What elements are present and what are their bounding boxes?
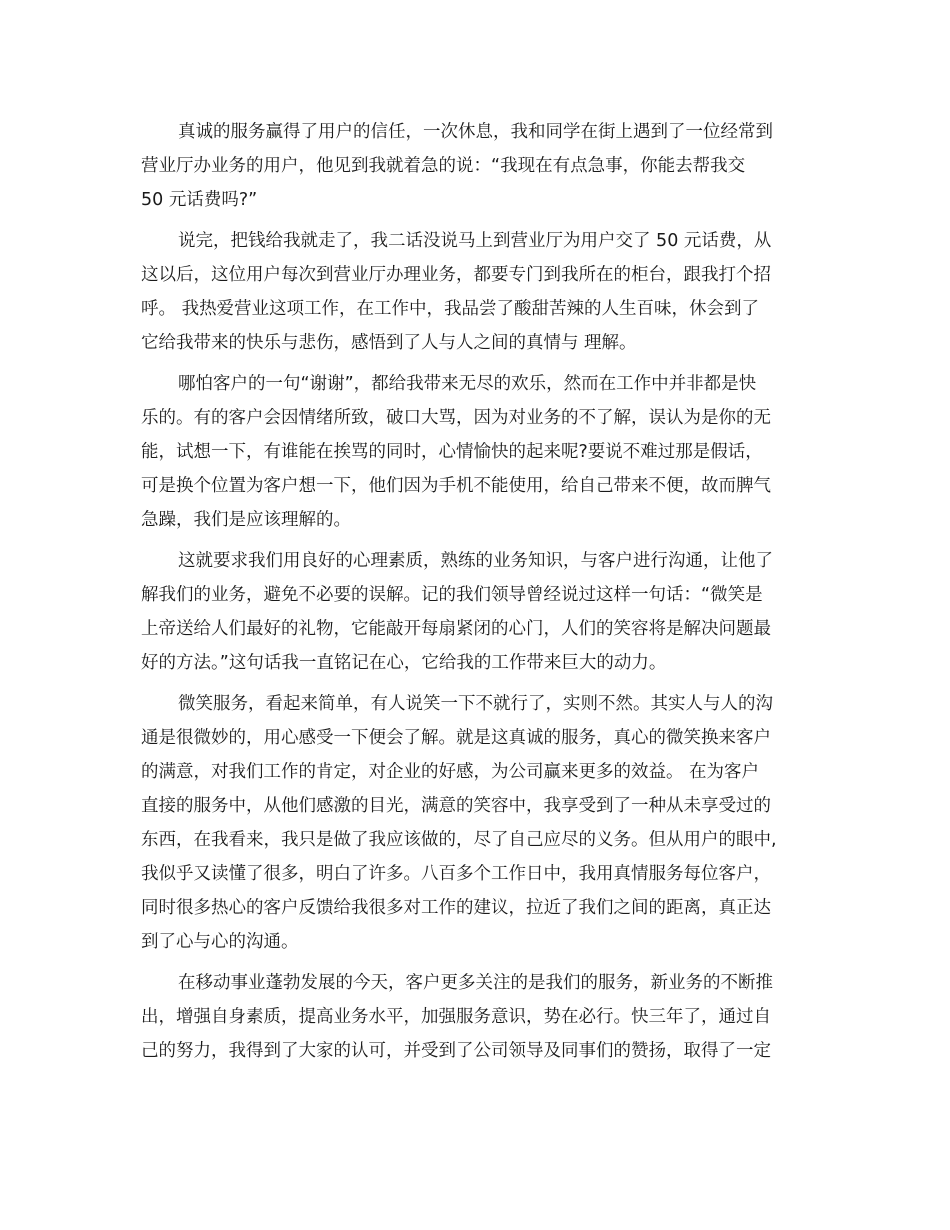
- text-line: 它给我带来的快乐与悲伤，感悟到了人与人之间的真情与 理解。: [141, 333, 637, 353]
- text-line: 急躁，我们是应该理解的。: [141, 510, 351, 530]
- text-line: 东西，在我看来，我只是做了我应该做的，尽了自己应尽的义务。但从用户的眼中,: [141, 830, 777, 850]
- text-line: 说完，把钱给我就走了，我二话没说马上到营业厅为用户交了 50 元话费，从: [178, 231, 772, 251]
- text-line: 出，增强自身素质，提高业务水平，加强服务意识，势在必行。快三年了，通过自: [141, 1007, 771, 1027]
- text-line: 我似乎又读懂了很多，明白了许多。八百多个工作日中，我用真情服务每位客户，: [141, 864, 771, 884]
- text-line: 己的努力，我得到了大家的认可，并受到了公司领导及同事们的赞扬，取得了一定: [141, 1041, 771, 1061]
- text-line: 微笑服务，看起来简单，有人说笑一下不就行了，实则不然。其实人与人的沟: [178, 694, 773, 714]
- text-line: 真诚的服务赢得了用户的信任，一次休息，我和同学在街上遇到了一位经常到: [178, 122, 773, 142]
- text-line: 在移动事业蓬勃发展的今天，客户更多关注的是我们的服务，新业务的不断推: [178, 973, 773, 993]
- text-line: 好的方法。”这句话我一直铭记在心，它给我的工作带来巨大的动力。: [141, 653, 667, 673]
- text-line: 呼。 我热爱营业这项工作，在工作中，我品尝了酸甜苦辣的人生百味，休会到了: [141, 299, 760, 319]
- text-line: 上帝送给人们最好的礼物，它能敲开每扇紧闭的心门，人们的笑容将是解决问题最: [141, 619, 771, 639]
- text-line: 解我们的业务，避免不必要的误解。记的我们领导曾经说过这样一句话：“微笑是: [141, 585, 763, 605]
- text-line: 乐的。有的客户会因情绪所致，破口大骂，因为对业务的不了解，误认为是你的无: [141, 408, 771, 428]
- text-line: 50 元话费吗?”: [141, 190, 258, 210]
- text-line: 到了心与心的沟通。: [141, 932, 299, 952]
- text-line: 哪怕客户的一句“谢谢”，都给我带来无尽的欢乐，然而在工作中并非都是快: [178, 374, 757, 394]
- text-line: 这就要求我们用良好的心理素质，熟练的业务知识，与客户进行沟通，让他了: [178, 551, 773, 571]
- text-line: 直接的服务中，从他们感激的目光，满意的笑容中，我享受到了一种从未享受过的: [141, 796, 771, 816]
- text-line: 同时很多热心的客户反馈给我很多对工作的建议，拉近了我们之间的距离，真正达: [141, 898, 771, 918]
- text-line: 可是换个位置为客户想一下，他们因为手机不能使用，给自己带来不便，故而脾气: [141, 476, 771, 496]
- text-line: 这以后，这位用户每次到营业厅办理业务，都要专门到我所在的柜台，跟我打个招: [141, 265, 771, 285]
- text-line: 的满意，对我们工作的肯定，对企业的好感，为公司赢来更多的效益。 在为客户: [141, 762, 760, 782]
- text-line: 营业厅办业务的用户，他见到我就着急的说：“我现在有点急事，你能去帮我交: [141, 156, 746, 176]
- text-line: 能，试想一下，有谁能在挨骂的同时，心情愉快的起来呢?要说不难过那是假话，: [141, 442, 763, 462]
- text-line: 通是很微妙的，用心感受一下便会了解。就是这真诚的服务，真心的微笑换来客户: [141, 728, 771, 748]
